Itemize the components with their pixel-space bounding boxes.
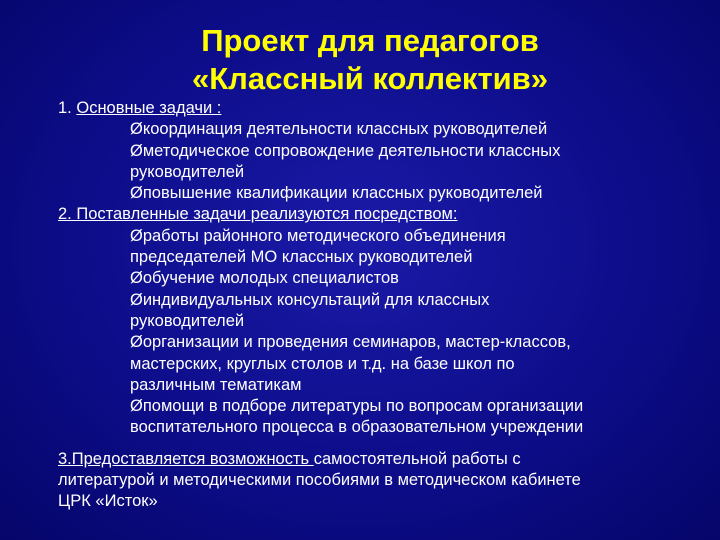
slide-title — [120, 22, 620, 98]
item-3-line-3: ЦРК «Исток» — [58, 492, 158, 511]
bullet-1-2: Øметодическое сопровождение деятельности классных — [130, 141, 561, 160]
bullet-2-2: Øобучение молодых специалистов — [130, 269, 399, 288]
bullet-2-4-cont-1: мастерских, круглых столов и т.д. на базе школ по — [130, 354, 515, 373]
bullet-2-3-cont: руководителей — [130, 311, 245, 330]
bullet-2-4: Øорганизации и проведения семинаров, мастер-классов, — [130, 333, 571, 352]
bullet-2-4-cont-2: различным тематикам — [130, 375, 302, 394]
item-1-number: 1. — [58, 99, 72, 117]
bullet-2-1-cont: председателей МО классных руководителей — [130, 248, 473, 267]
item-3-underlined: 3.Предоставляется возможность — [58, 449, 314, 468]
spacer — [58, 439, 658, 449]
bullet-2-1: Øработы районного методического объединения — [130, 226, 506, 245]
bullet-2-3: Øиндивидуальных консультаций для классных — [130, 290, 490, 309]
item-3-line-1 — [58, 449, 658, 470]
bullet-2-5: Øпомощи в подборе литературы по вопросам организации — [130, 397, 584, 416]
item-1-heading — [58, 98, 658, 119]
item-1-heading-text: Основные задачи : — [76, 99, 222, 117]
item-3-rest: самостоятельной работы с — [313, 449, 521, 468]
item-3-line-2: литературой и методическими пособиями в методическом кабинете — [58, 471, 581, 490]
title-line-2: «Классный коллектив» — [192, 61, 548, 96]
item-2-heading: 2. Поставленные задачи реализуются посредством: — [58, 205, 458, 224]
bullet-1-1: Øкоординация деятельности классных руководителей — [130, 120, 548, 139]
bullet-1-3: Øповышение квалификации классных руководителей — [130, 184, 543, 203]
bullet-1-2-cont: руководителей — [130, 162, 245, 181]
slide-body — [58, 98, 658, 513]
bullet-2-5-cont: воспитательного процесса в образовательном учреждении — [130, 418, 584, 437]
title-line-1: Проект для педагогов — [201, 23, 539, 58]
